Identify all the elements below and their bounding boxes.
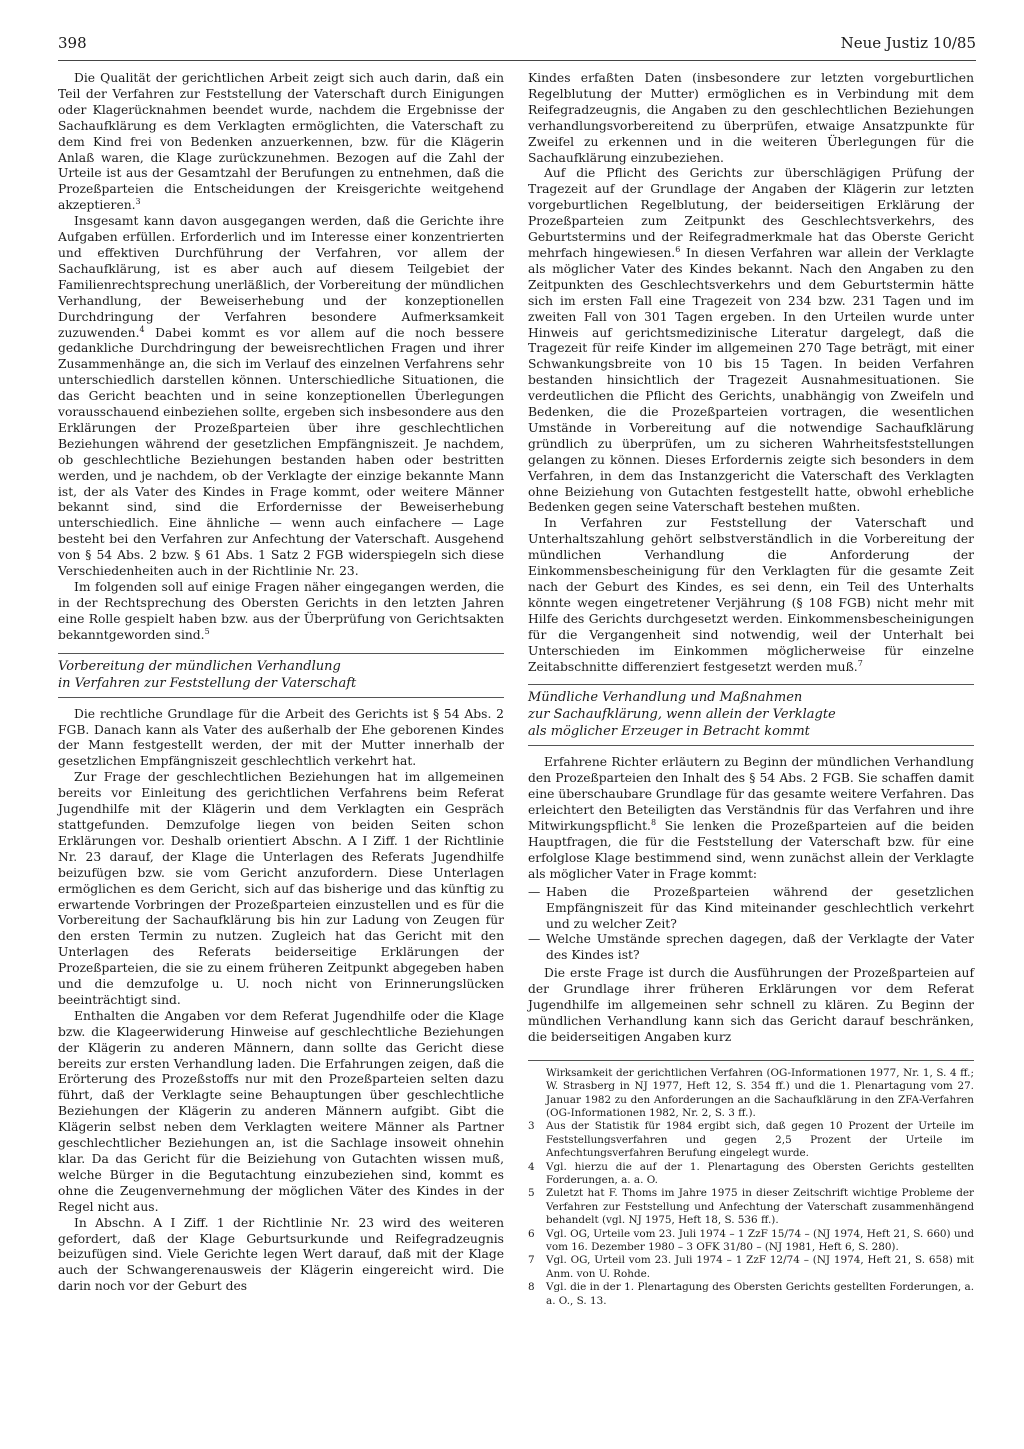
footnote-ref[interactable]: 6 bbox=[675, 244, 681, 254]
footnote-number: 6 bbox=[528, 1227, 535, 1240]
list-item: — Haben die Prozeßparteien während der gesetzlichen Empfängniszeit für das Kind miteinander geschlechtlich verkehrt und zu welcher Zeit? bbox=[528, 885, 974, 933]
footnote-ref[interactable]: 4 bbox=[139, 324, 145, 334]
paragraph: Erfahrene Richter erläutern zu Beginn der mündlichen Verhandlung den Prozeßparteien den Inhalt des § 54 Abs. 2 FGB. Sie schaffen damit eine überschaubare Grundlage für das gesamte weitere Verfahren. Das erleichtert den Beteiligten das Verständnis für das Verfahren und ihre Mitwirkungspflicht.$^8$ Sie lenken die Prozeßparteien auf die beiden Hauptfragen, die für die Feststellung der Vaterschaft bzw. für eine erfolglose Klage bestimmend sind, wenn zunächst allein der Verklagte als möglicher Vater in Frage kommt: bbox=[528, 755, 975, 881]
paragraph: Kindes erfaßten Daten (insbesondere zur letzten vorgeburtlichen Regelblutung der Mutter) ermöglichen es in Verbindung mit dem Reifegradzeugnis, die Angaben zu den geschlechtlichen Beziehungen verhandlungsvorbereitend zu überprüfen, etwaige Ansatzpunkte für Zweifel zu erkennen und in die weiteren Überlegungen für die Sachaufklärung einzubeziehen. bbox=[528, 71, 974, 165]
footnote-text: Vgl. OG, Urteile vom 23. Juli 1974 – 1 ZzF 15/74 – (NJ 1974, Heft 21, S. 660) und vom 16. Dezember 1980 – 3 OFK 31/80 – (NJ 1981, Heft 6, S. 280). bbox=[546, 1227, 974, 1254]
list-item: — Welche Umstände sprechen dagegen, daß der Verklagte der Vater des Kindes ist? bbox=[528, 932, 974, 964]
header-rule bbox=[58, 60, 976, 61]
left-column bbox=[58, 71, 504, 1308]
footnote-text: Vgl. hierzu die auf der 1. Plenartagung des Obersten Gerichts gestellten Forderungen, a. a. O. bbox=[546, 1160, 974, 1186]
paragraph: Die Qualität der gerichtlichen Arbeit zeigt sich auch darin, daß ein Teil der Verfahren zur Feststellung der Vaterschaft durch Einigungen oder Klagerücknahmen beendet wurde, nachdem die Ergebnisse der Sachaufklärung es dem Verklagten ermöglichten, die Vaterschaft zu dem Kind frei von Bedenken anzuerkennen, bzw. für die Klägerin Anlaß waren, die Klage zurückzunehmen. Bezogen auf die Zahl der Urteile ist aus der Gesamtzahl der Berufungen zu entnehmen, daß die Prozeßparteien die Entscheidungen der Kreisgerichte weitgehend akzeptieren.$^3$ bbox=[58, 71, 504, 213]
footnote-number: 3 bbox=[528, 1120, 535, 1133]
footnote-item bbox=[528, 1161, 974, 1188]
footnote-item bbox=[528, 1281, 974, 1308]
paragraph: Zur Frage der geschlechtlichen Beziehungen hat im allgemeinen bereits vor Einleitung des gerichtlichen Verfahrens beim Referat Jugendhilfe mit der Klägerin und dem Verklagten ein Gespräch stattgefunden. Demzufolge liegen von beiden Seiten schon Erklärungen vor. Deshalb orientiert Abschn. A I Ziff. 1 der Richtlinie Nr. 23 darauf, der Klage die Unterlagen des Referats Jugendhilfe beizufügen bzw. sie vom Gericht anzufordern. Diese Unterlagen ermöglichen es dem Gericht, sich auf das bisherige und das künftig zu erwartende Vorbringen der Prozeßparteien einzustellen und es für die Vorbereitung der Sachaufklärung bis hin zur Ladung von Zeugen für den ersten Termin zu nutzen. Zugleich hat das Gericht mit den Unterlagen des Referats beiderseitige Erklärungen der Prozeßparteien, die sie zu einem früheren Zeitpunkt abgegeben haben und die demzufolge u. U. noch nicht von Erinnerungslücken beeinträchtigt sind. bbox=[58, 770, 504, 1007]
paragraph: In Abschn. A I Ziff. 1 der Richtlinie Nr. 23 wird des weiteren gefordert, daß der Klage Geburtsurkunde und Reifegradzeugnis beizufügen sind. Viele Gerichte legen Wert darauf, daß mit der Klage auch der Schwangerenausweis der Klägerin eingereicht wird. Die darin noch vor der Geburt des bbox=[58, 1215, 504, 1294]
question-list bbox=[528, 885, 974, 965]
footnote-item bbox=[528, 1187, 974, 1227]
footnote-number: 7 bbox=[528, 1254, 535, 1267]
footnote-number: 8 bbox=[528, 1281, 535, 1294]
paragraph: Die erste Frage ist durch die Ausführungen der Prozeßparteien auf der Grundlage ihrer früheren Erklärungen vor dem Referat Jugendhilfe im allgemeinen sehr schnell zu klären. Zu Beginn der mündlichen Verhandlung kann sich das Gericht darauf beschränken, die beiderseitigen Angaben kurz bbox=[528, 966, 974, 1044]
footnote-ref[interactable]: 3 bbox=[135, 197, 141, 207]
footnote-number: 4 bbox=[528, 1160, 535, 1173]
paragraph: Enthalten die Angaben vor dem Referat Jugendhilfe oder die Klage bzw. die Klageerwiderung Hinweise auf geschlechtliche Beziehungen der Klägerin zu anderen Männern, dann sollte das Gericht diese bereits zur ersten Verhandlung laden. Die Erfahrungen zeigen, daß die Erörterung des Prozeßstoffs nur mit den Prozeßparteien selten dazu führt, daß der Verklagte seine Behauptungen über geschlechtliche Beziehungen der Klägerin zu anderen Männern aufgibt. Gibt die Klägerin selbst neben dem Verklagten weitere Männer als Partner geschlechtlicher Beziehungen an, ist die Sachlage insoweit ohnehin klar. Da das Gericht für die Beiziehung von Gutachten wissen muß, welche Bürger in die Begutachtung einzubeziehen sind, kommt es ohne die Zeugenvernehmung der möglichen Väter des Kindes in der Regel nicht aus. bbox=[58, 1008, 504, 1214]
footnote-number: 5 bbox=[528, 1187, 535, 1200]
paragraph: Insgesamt kann davon ausgegangen werden, daß die Gerichte ihre Aufgaben erfüllen. Erforderlich und im Interesse einer konzentrierten und effektiven Durchführung der Verfahren, vor allem der Sachaufklärung, ist es aber auch auf diesem Teilgebiet der Familienrechtsprechung unerläßlich, der Vorbereitung der mündlichen Verhandlung, der Beweiserhebung und der konzeptionellen Durchdringung der Verfahren besondere Aufmerksamkeit zuzuwenden.$^4$ Dabei kommt es vor allem auf die noch bessere gedankliche Durchdringung der beweisrechtlichen Fragen und ihrer Zusammenhänge an, die sich im Verlauf des einzelnen Verfahrens sehr unterschiedlich darstellen können. Unterschiedliche Situationen, die das Gericht beachten und in seine konzeptionellen Überlegungen vorausschauend einbeziehen sollte, ergeben sich insbesondere aus den Erklärungen der Prozeßparteien über ihre geschlechtlichen Beziehungen während der gesetzlichen Empfängniszeit. Je nachdem, ob geschlechtliche Beziehungen bestanden haben oder bestritten werden, und je nachdem, ob der Verklagte der einzige bekannte Mann ist, der als Vater des Kindes in Frage kommt, oder weitere Männer bekannt sind, sind die Erfordernisse der Beweiserhebung unterschiedlich. Eine ähnliche — wenn auch einfachere — Lage besteht bei den Verfahren zur Anfechtung der Vaterschaft. Ausgehend von § 54 Abs. 2 bzw. § 61 Abs. 1 Satz 2 FGB widerspiegeln sich diese Verschiedenheiten auch in der Richtlinie Nr. 23. bbox=[58, 214, 504, 579]
paragraph: Im folgenden soll auf einige Fragen näher eingegangen werden, die in der Rechtsprechung des Obersten Gerichts in den letzten Jahren eine Rolle gespielt haben bzw. aus der Überprüfung von Gerichtsakten bekanntgeworden sind.$^5$ bbox=[58, 580, 504, 642]
page-header bbox=[58, 34, 976, 58]
footnote-item bbox=[528, 1228, 974, 1255]
paragraph: Auf die Pflicht des Gerichts zur überschlägigen Prüfung der Tragezeit auf der Grundlage der Angaben der Klägerin zur letzten vorgeburtlichen Regelblutung, der beiderseitigen Erklärung der Prozeßparteien zum Zeitpunkt des Geschlechtsverkehrs, des Geburtstermins und der Reifegradmerkmale hat das Oberste Gericht mehrfach hingewiesen.$^6$ In diesen Verfahren war allein der Verklagte als möglicher Vater des Kindes bekannt. Nach den Angaben zu den Zeitpunkten des Geschlechtsverkehrs und dem Geburtstermin hätte sich im ersten Fall eine Tragezeit von 234 bzw. 231 Tagen und im zweiten Fall von 301 Tagen ergeben. In den Urteilen wurde unter Hinweis auf gerichtsmedizinische Literatur dargelegt, daß die Tragezeit für reife Kinder im allgemeinen 270 Tage beträgt, mit einer Schwankungsbreite von 10 bis 15 Tagen. In beiden Verfahren bestanden hinsichtlich der Tragezeit Ausnahmesituationen. Sie verdeutlichen die Pflicht des Gerichts, unabhängig von Zweifeln und Bedenken, die die Prozeßparteien vortragen, die wesentlichen Umstände in Vorbereitung auf die notwendige Sachaufklärung gründlich zu überprüfen, um zu sicheren Wahrheitsfeststellungen gelangen zu können. Dieses Erfordernis zeigte sich besonders in dem Verfahren, in dem das Instanzgericht die Vaterschaft des Verklagten ohne Beiziehung von Gutachten festgestellt hatte, obwohl erhebliche Bedenken gegen seine Vaterschaft bestehen mußten. bbox=[528, 166, 974, 515]
footnote-text: Aus der Statistik für 1984 ergibt sich, daß gegen 10 Prozent der Urteile im Feststellungsverfahren und gegen 2,5 Prozent der Urteile im Anfechtungsverfahren Berufung eingelegt wurde. bbox=[546, 1120, 974, 1160]
paragraph: Die rechtliche Grundlage für die Arbeit des Gerichts ist § 54 Abs. 2 FGB. Danach kann als Vater des außerhalb der Ehe geborenen Kindes der Mann festgestellt werden, der mit der Mutter innerhalb der gesetzlichen Empfängniszeit geschlechtlich verkehrt hat. bbox=[58, 706, 504, 769]
footnote-item bbox=[528, 1254, 974, 1281]
section-heading: Mündliche Verhandlung und Maßnahmen zur Sachaufklärung, wenn allein der Verklagte als möglicher Erzeuger in Betracht kommt bbox=[528, 684, 974, 746]
footnote-ref[interactable]: 7 bbox=[857, 658, 863, 668]
section-heading: Vorbereitung der mündlichen Verhandlung in Verfahren zur Feststellung der Vaterschaft bbox=[58, 653, 504, 698]
footnote-ref[interactable]: 5 bbox=[204, 626, 210, 636]
page-number: 398 bbox=[58, 34, 87, 52]
footnote-ref[interactable]: 8 bbox=[650, 817, 657, 827]
paragraph: In Verfahren zur Feststellung der Vaterschaft und Unterhaltszahlung gehört selbstverständlich in die Vorbereitung der mündlichen Verhandlung die Anforderung der Einkommensbescheinigung für den Verklagten für die gesamte Zeit nach der Geburt des Kindes, es sei denn, ein Teil des Unterhalts könnte wegen eingetretener Verjährung (§ 108 FGB) nicht mehr mit Hilfe des Gerichts durchgesetzt werden. Einkommensbescheinigungen für die Vergangenheit sind notwendig, weil der Unterhalt bei Unterschieden im Einkommen möglicherweise für einzelne Zeitabschnitte differenziert festgesetzt werden muß.$^7$ bbox=[528, 516, 974, 674]
footnote-text: Vgl. die in der 1. Plenartagung des Obersten Gerichts gestellten Forderungen, a. a. O., S. 13. bbox=[546, 1281, 974, 1307]
footnote-text: Vgl. OG, Urteil vom 23. Juli 1974 – 1 ZzF 12/74 – (NJ 1974, Heft 21, S. 658) mit Anm. von U. Rohde. bbox=[546, 1254, 974, 1280]
footnote-continued: Wirksamkeit der gerichtlichen Verfahren (OG-Informationen 1977, Nr. 1, S. 4 ff.; W. Strasberg in NJ 1977, Heft 12, S. 354 ff.) und die 1. Plenartagung vom 27. Januar 1982 zu den Anforderungen an die Sachaufklärung in den ZFA-Verfahren (OG-Informationen 1982, Nr. 2, S. 3 ff.). bbox=[546, 1066, 974, 1119]
right-column bbox=[528, 71, 974, 1308]
text-columns bbox=[58, 71, 976, 1308]
journal-issue: Neue Justiz 10/85 bbox=[840, 34, 976, 52]
footnote-text: Zuletzt hat F. Thoms im Jahre 1975 in dieser Zeitschrift wichtige Probleme der Verfahren zur Feststellung und Anfechtung der Vaterschaft zusammenhängend behandelt (vgl. NJ 1975, Heft 18, S. 536 ff.). bbox=[546, 1187, 974, 1227]
footnote-item bbox=[528, 1120, 974, 1160]
footnote-list bbox=[528, 1120, 974, 1308]
footnotes bbox=[528, 1060, 974, 1308]
